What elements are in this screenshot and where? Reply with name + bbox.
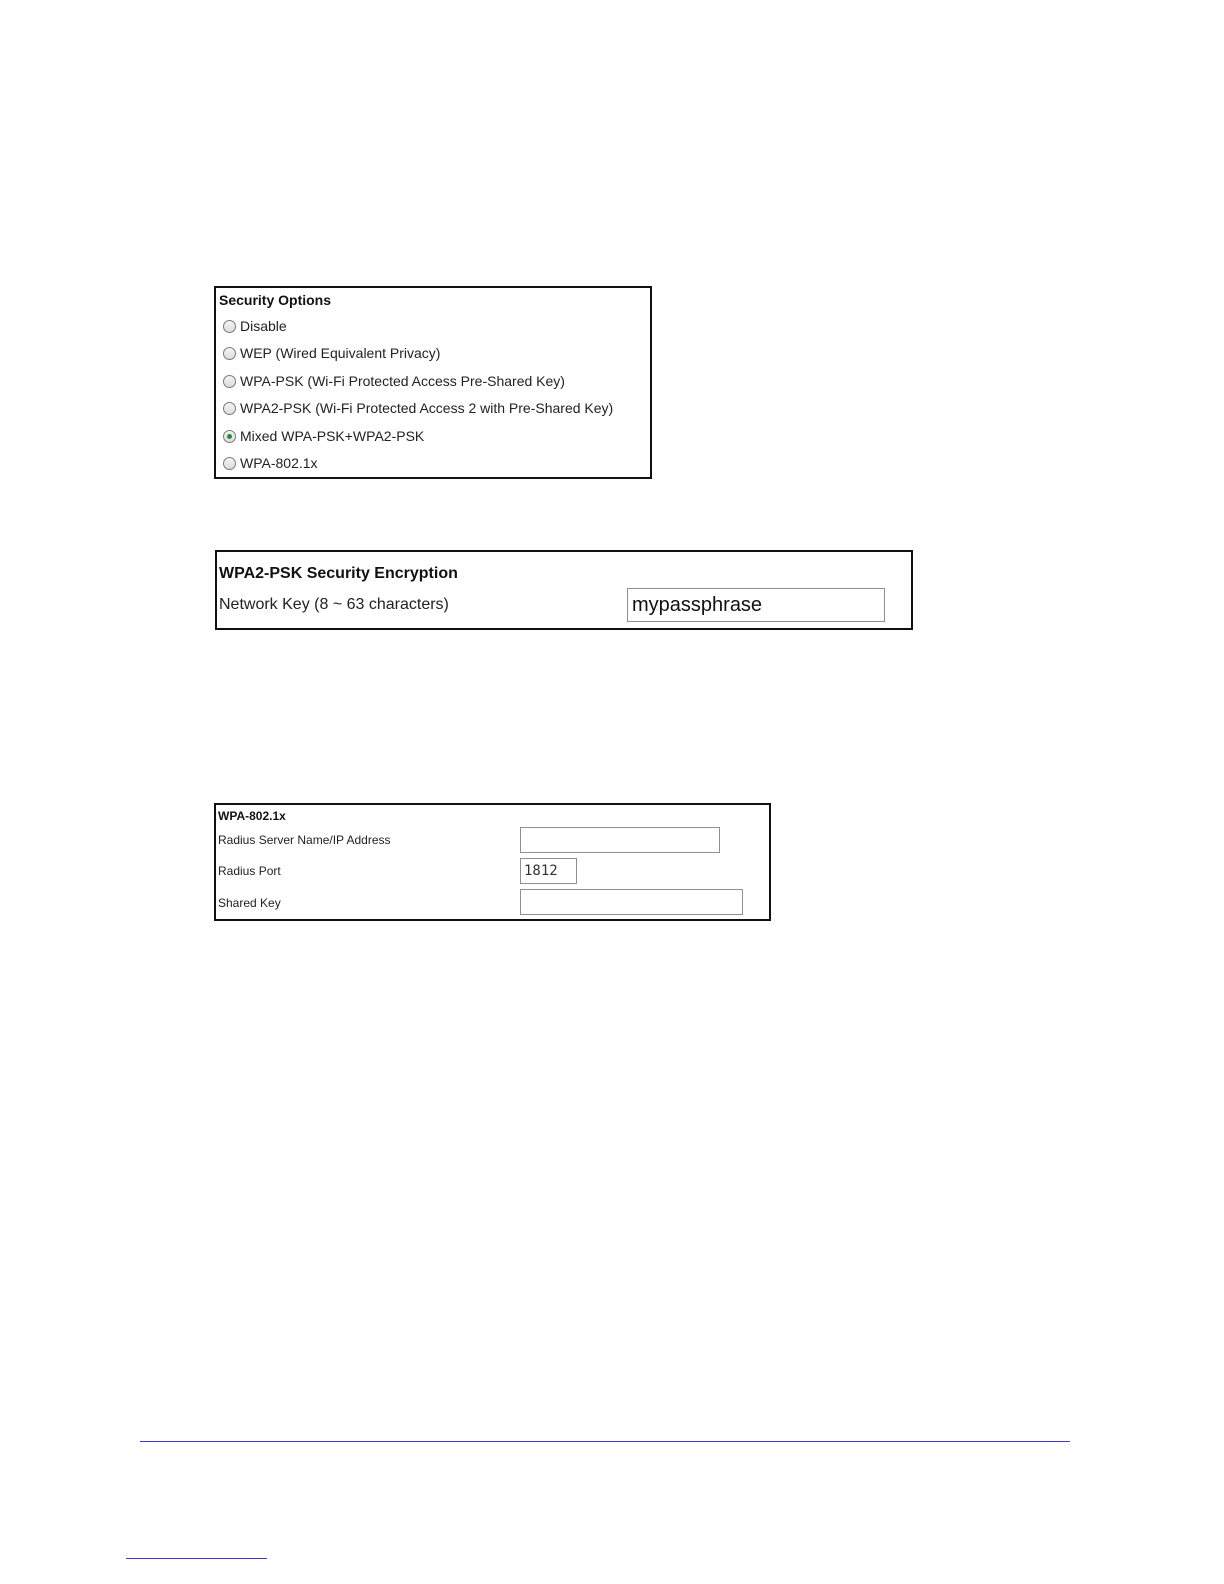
radio-option-label: Mixed WPA-PSK+WPA2-PSK [240,428,425,444]
radio-button-icon[interactable] [223,347,236,360]
radio-button-icon[interactable] [223,430,236,443]
radio-button-icon[interactable] [223,375,236,388]
radio-button-icon[interactable] [223,457,236,470]
radio-option-wpa-psk[interactable] [223,372,565,390]
security-options-panel [214,286,652,479]
network-key-input[interactable] [627,588,885,622]
radio-button-icon[interactable] [223,402,236,415]
network-key-label: Network Key (8 ~ 63 characters) [219,596,449,613]
radius-port-label: Radius Port [218,864,281,878]
footer-short-divider [126,1558,267,1559]
radius-server-input[interactable] [520,827,720,853]
radio-button-icon[interactable] [223,320,236,333]
radio-option-label: WPA-802.1x [240,455,318,471]
radio-option-mixed-wpa-psk-wpa2-psk[interactable] [223,427,424,445]
radio-option-label: Disable [240,318,287,334]
radio-option-label: WEP (Wired Equivalent Privacy) [240,345,441,361]
wpa-8021x-panel [214,803,771,921]
radio-option-wep[interactable] [223,344,440,362]
wpa2-psk-encryption-panel [215,550,913,630]
radio-option-label: WPA-PSK (Wi-Fi Protected Access Pre-Shared Key) [240,373,565,389]
shared-key-input[interactable] [520,889,743,915]
radio-option-disable[interactable] [223,317,287,335]
radius-server-label: Radius Server Name/IP Address [218,833,391,847]
shared-key-label: Shared Key [218,896,281,910]
wpa2-psk-encryption-title: WPA2-PSK Security Encryption [219,565,458,582]
radio-option-label: WPA2-PSK (Wi-Fi Protected Access 2 with Pre-Shared Key) [240,400,614,416]
radio-option-wpa-8021x[interactable] [223,454,318,472]
radio-option-wpa2-psk[interactable] [223,399,613,417]
radius-port-input[interactable] [520,858,577,884]
security-options-title: Security Options [219,292,332,308]
footer-divider [140,1441,1070,1442]
wpa-8021x-title: WPA-802.1x [218,809,286,823]
